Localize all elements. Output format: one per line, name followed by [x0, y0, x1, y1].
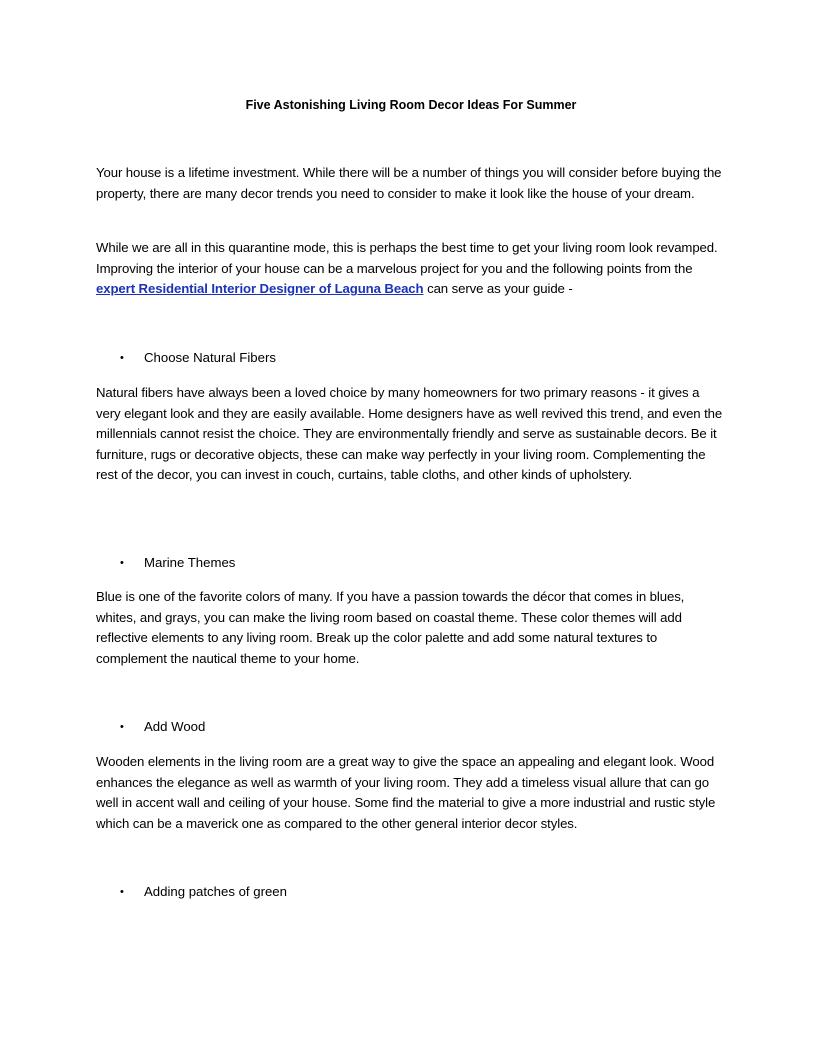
bullet-label: Adding patches of green — [144, 884, 287, 899]
interior-designer-link[interactable]: expert Residential Interior Designer of Laguna Beach — [96, 281, 424, 297]
marine-themes-paragraph: Blue is one of the favorite colors of many. If you have a passion towards the décor that comes in blues, whites, and grays, you can make the living room based on coastal theme. These color themes will add reflective elements to any living room. Break up the color palette and add some natural textures to complement the nautical theme to your home. — [96, 589, 685, 666]
intro-paragraph-2-text-after: can serve as your guide - — [423, 281, 573, 297]
bullet-icon: • — [120, 886, 124, 898]
add-wood-paragraph: Wooden elements in the living room are a great way to give the space an appealing and elegant look. Wood enhances the elegance as well as warmth of your living room. They add a timeless visual allure that can go well in accent wall and ceiling of your house. Some find the material to give a more industrial and rustic style which can be a maverick one as compared to the other general interior decor styles. — [96, 754, 716, 831]
intro-paragraph-1: Your house is a lifetime investment. While there will be a number of things you will consider before buying the property, there are many decor trends you need to consider to make it look like the house of your dream. — [96, 165, 722, 201]
intro-paragraph-2 — [96, 238, 726, 300]
bullet-label: Marine Themes — [144, 555, 236, 570]
bullet-item-add-wood — [120, 717, 680, 738]
bullet-item-natural-fibers — [120, 348, 680, 369]
bullet-item-marine-themes — [120, 553, 680, 574]
bullet-label: Choose Natural Fibers — [144, 350, 276, 365]
bullet-icon: • — [120, 352, 124, 364]
natural-fibers-paragraph: Natural fibers have always been a loved choice by many homeowners for two primary reasons - it gives a very elegant look and they are easily available. Home designers have as well revived this trend, and even the millennials cannot resist the choice. They are environmentally friendly and serve as sustainable decors. Be it furniture, rugs or decorative objects, these can make way perfectly in your living room. Complementing the rest of the decor, you can invest in couch, curtains, table cloths, and other kinds of upholstery. — [96, 385, 723, 483]
bullet-icon: • — [120, 721, 124, 733]
document-title: Five Astonishing Living Room Decor Ideas For Summer — [245, 98, 577, 112]
bullet-label: Add Wood — [144, 719, 206, 734]
bullet-item-patches-of-green — [120, 882, 680, 903]
intro-paragraph-2-text-before: While we are all in this quarantine mode, this is perhaps the best time to get your living room look revamped. Improving the interior of your house can be a marvelous project for you and the following points from the — [96, 240, 718, 276]
bullet-icon: • — [120, 557, 124, 569]
